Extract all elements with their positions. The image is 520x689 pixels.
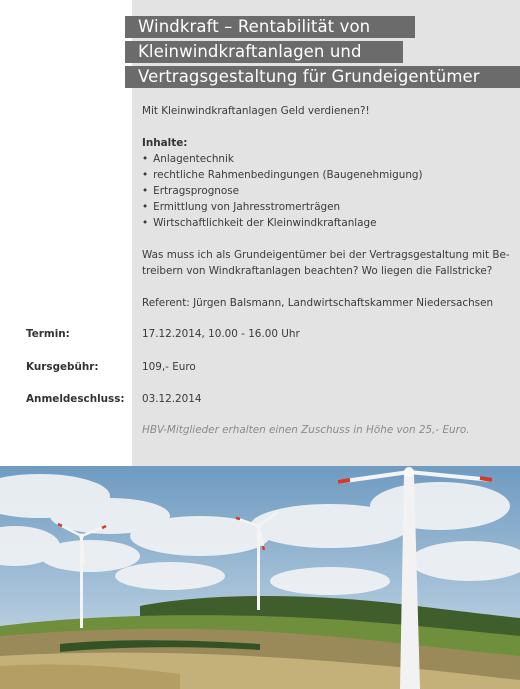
termin-label: Termin: <box>26 328 70 340</box>
list-item: • Ertragsprognose <box>142 183 514 199</box>
anmeldeschluss-value: 03.12.2014 <box>142 393 202 405</box>
title-line-3: Vertragsgestaltung für Grundeigentümer <box>125 66 520 88</box>
course-description <box>142 103 514 311</box>
list-item: • Ermittlung von Jahresstromerträgen <box>142 199 514 215</box>
question-line-1: Was muss ich als Grundeigentümer bei der Vertragsgestaltung mit Be- <box>142 249 510 261</box>
member-discount-note: HBV-Mitglieder erhalten einen Zuschuss in Höhe von 25,- Euro. <box>142 424 470 436</box>
referent-text: Referent: Jürgen Balsmann, Landwirtschaftskammer Niedersachsen <box>142 297 494 309</box>
intro-text: Mit Kleinwindkraftanlagen Geld verdienen?! <box>142 105 370 117</box>
question-line-2: treibern von Windkraftanlagen beachten? Wo liegen die Fallstricke? <box>142 265 493 277</box>
kursgebuehr-label: Kursgebühr: <box>26 361 99 373</box>
inhalte-list <box>142 151 514 231</box>
list-item: • Anlagentechnik <box>142 151 514 167</box>
list-item: • rechtliche Rahmenbedingungen (Baugenehmigung) <box>142 167 514 183</box>
termin-value: 17.12.2014, 10.00 - 16.00 Uhr <box>142 328 300 340</box>
title-line-2: Kleinwindkraftanlagen und <box>125 41 403 63</box>
list-item: • Wirtschaftlichkeit der Kleinwindkraftanlage <box>142 215 514 231</box>
wind-turbines-photo <box>0 466 520 689</box>
title-line-1: Windkraft – Rentabilität von <box>125 16 415 38</box>
anmeldeschluss-label: Anmeldeschluss: <box>26 393 125 405</box>
kursgebuehr-value: 109,- Euro <box>142 361 196 373</box>
inhalte-heading: Inhalte: <box>142 137 188 149</box>
